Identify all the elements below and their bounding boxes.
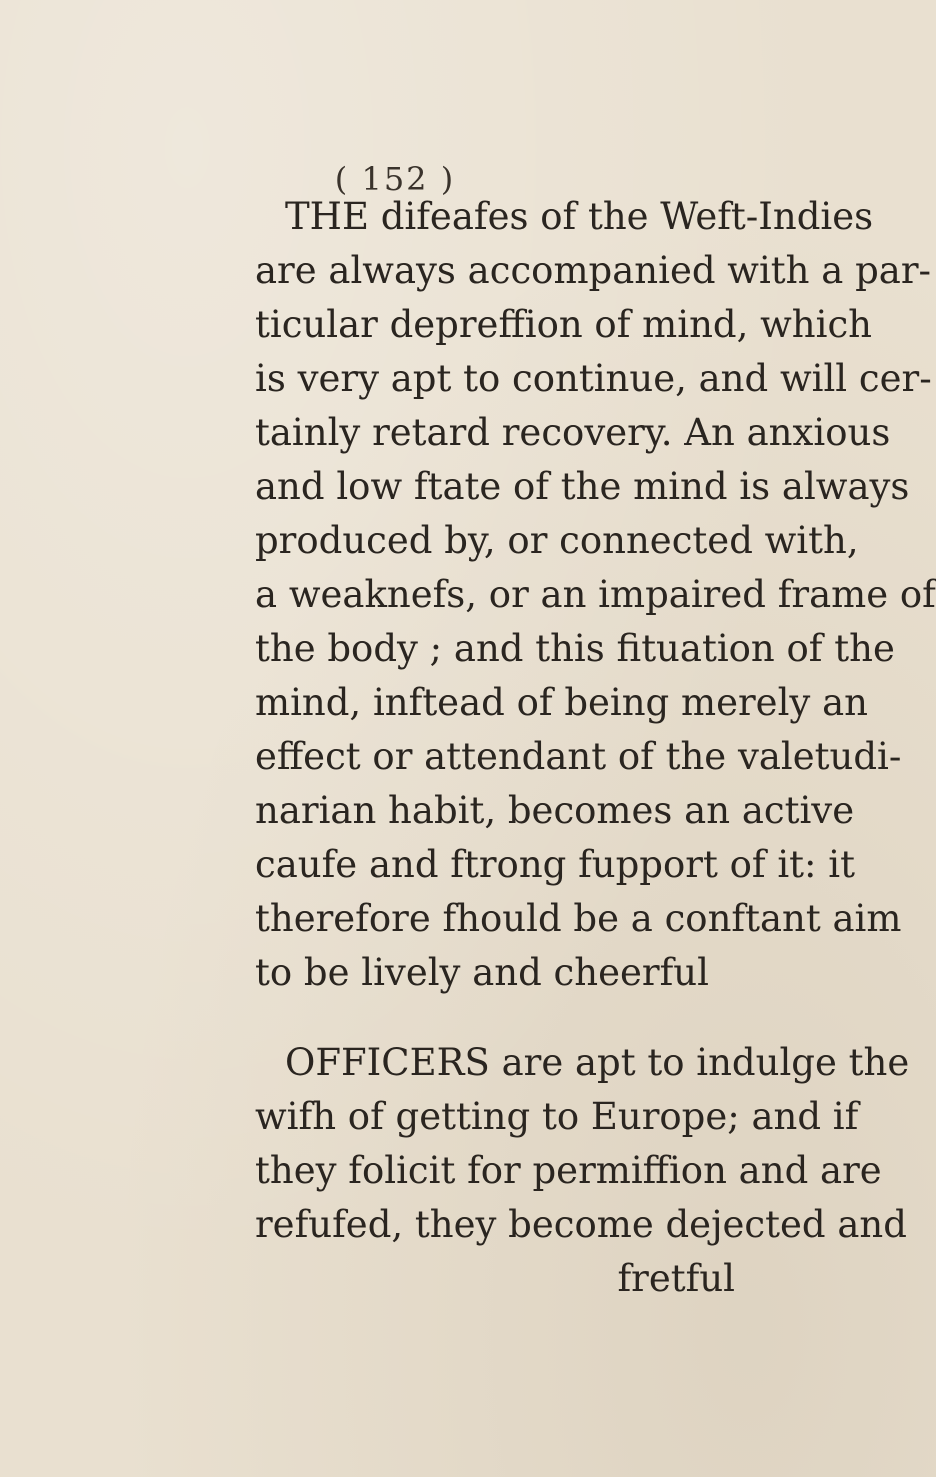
text-line: to be lively and cheerful (255, 951, 709, 994)
text-line: therefore fhould be a conftant aim (255, 897, 902, 940)
text-line: a weaknefs, or an impaired frame of (255, 573, 936, 616)
text-line: is very apt to continue, and will cer- (255, 357, 932, 400)
catchword: fretful (617, 1257, 735, 1300)
text-line: are always accompanied with a par- (255, 249, 932, 292)
paragraph-1 (255, 190, 936, 1000)
paragraph-2 (255, 1036, 910, 1306)
text-line: they folicit for permiffion and are (255, 1149, 882, 1192)
text-line: ticular depreffion of mind, which (255, 303, 873, 346)
text-line: narian habit, becomes an active (255, 789, 855, 832)
text-line: the body ; and this fituation of the (255, 627, 895, 670)
text-line: produced by, or connected with, (255, 519, 859, 562)
text-line: caufe and ftrong fupport of it: it (255, 843, 855, 886)
text-line: tainly retard recovery. An anxious (255, 411, 891, 454)
text-line: effect or attendant of the valetudi- (255, 735, 902, 778)
text-line: and low ftate of the mind is always (255, 465, 910, 508)
page-number: ( 152 ) (334, 160, 456, 198)
text-line: wifh of getting to Europe; and if (255, 1095, 859, 1138)
text-line: THE difeafes of the Weft-Indies (285, 195, 874, 238)
text-line: OFFICERS are apt to indulge the (285, 1041, 910, 1084)
text-line: refufed, they become dejected and (255, 1203, 907, 1246)
text-line: mind, inftead of being merely an (255, 681, 868, 724)
